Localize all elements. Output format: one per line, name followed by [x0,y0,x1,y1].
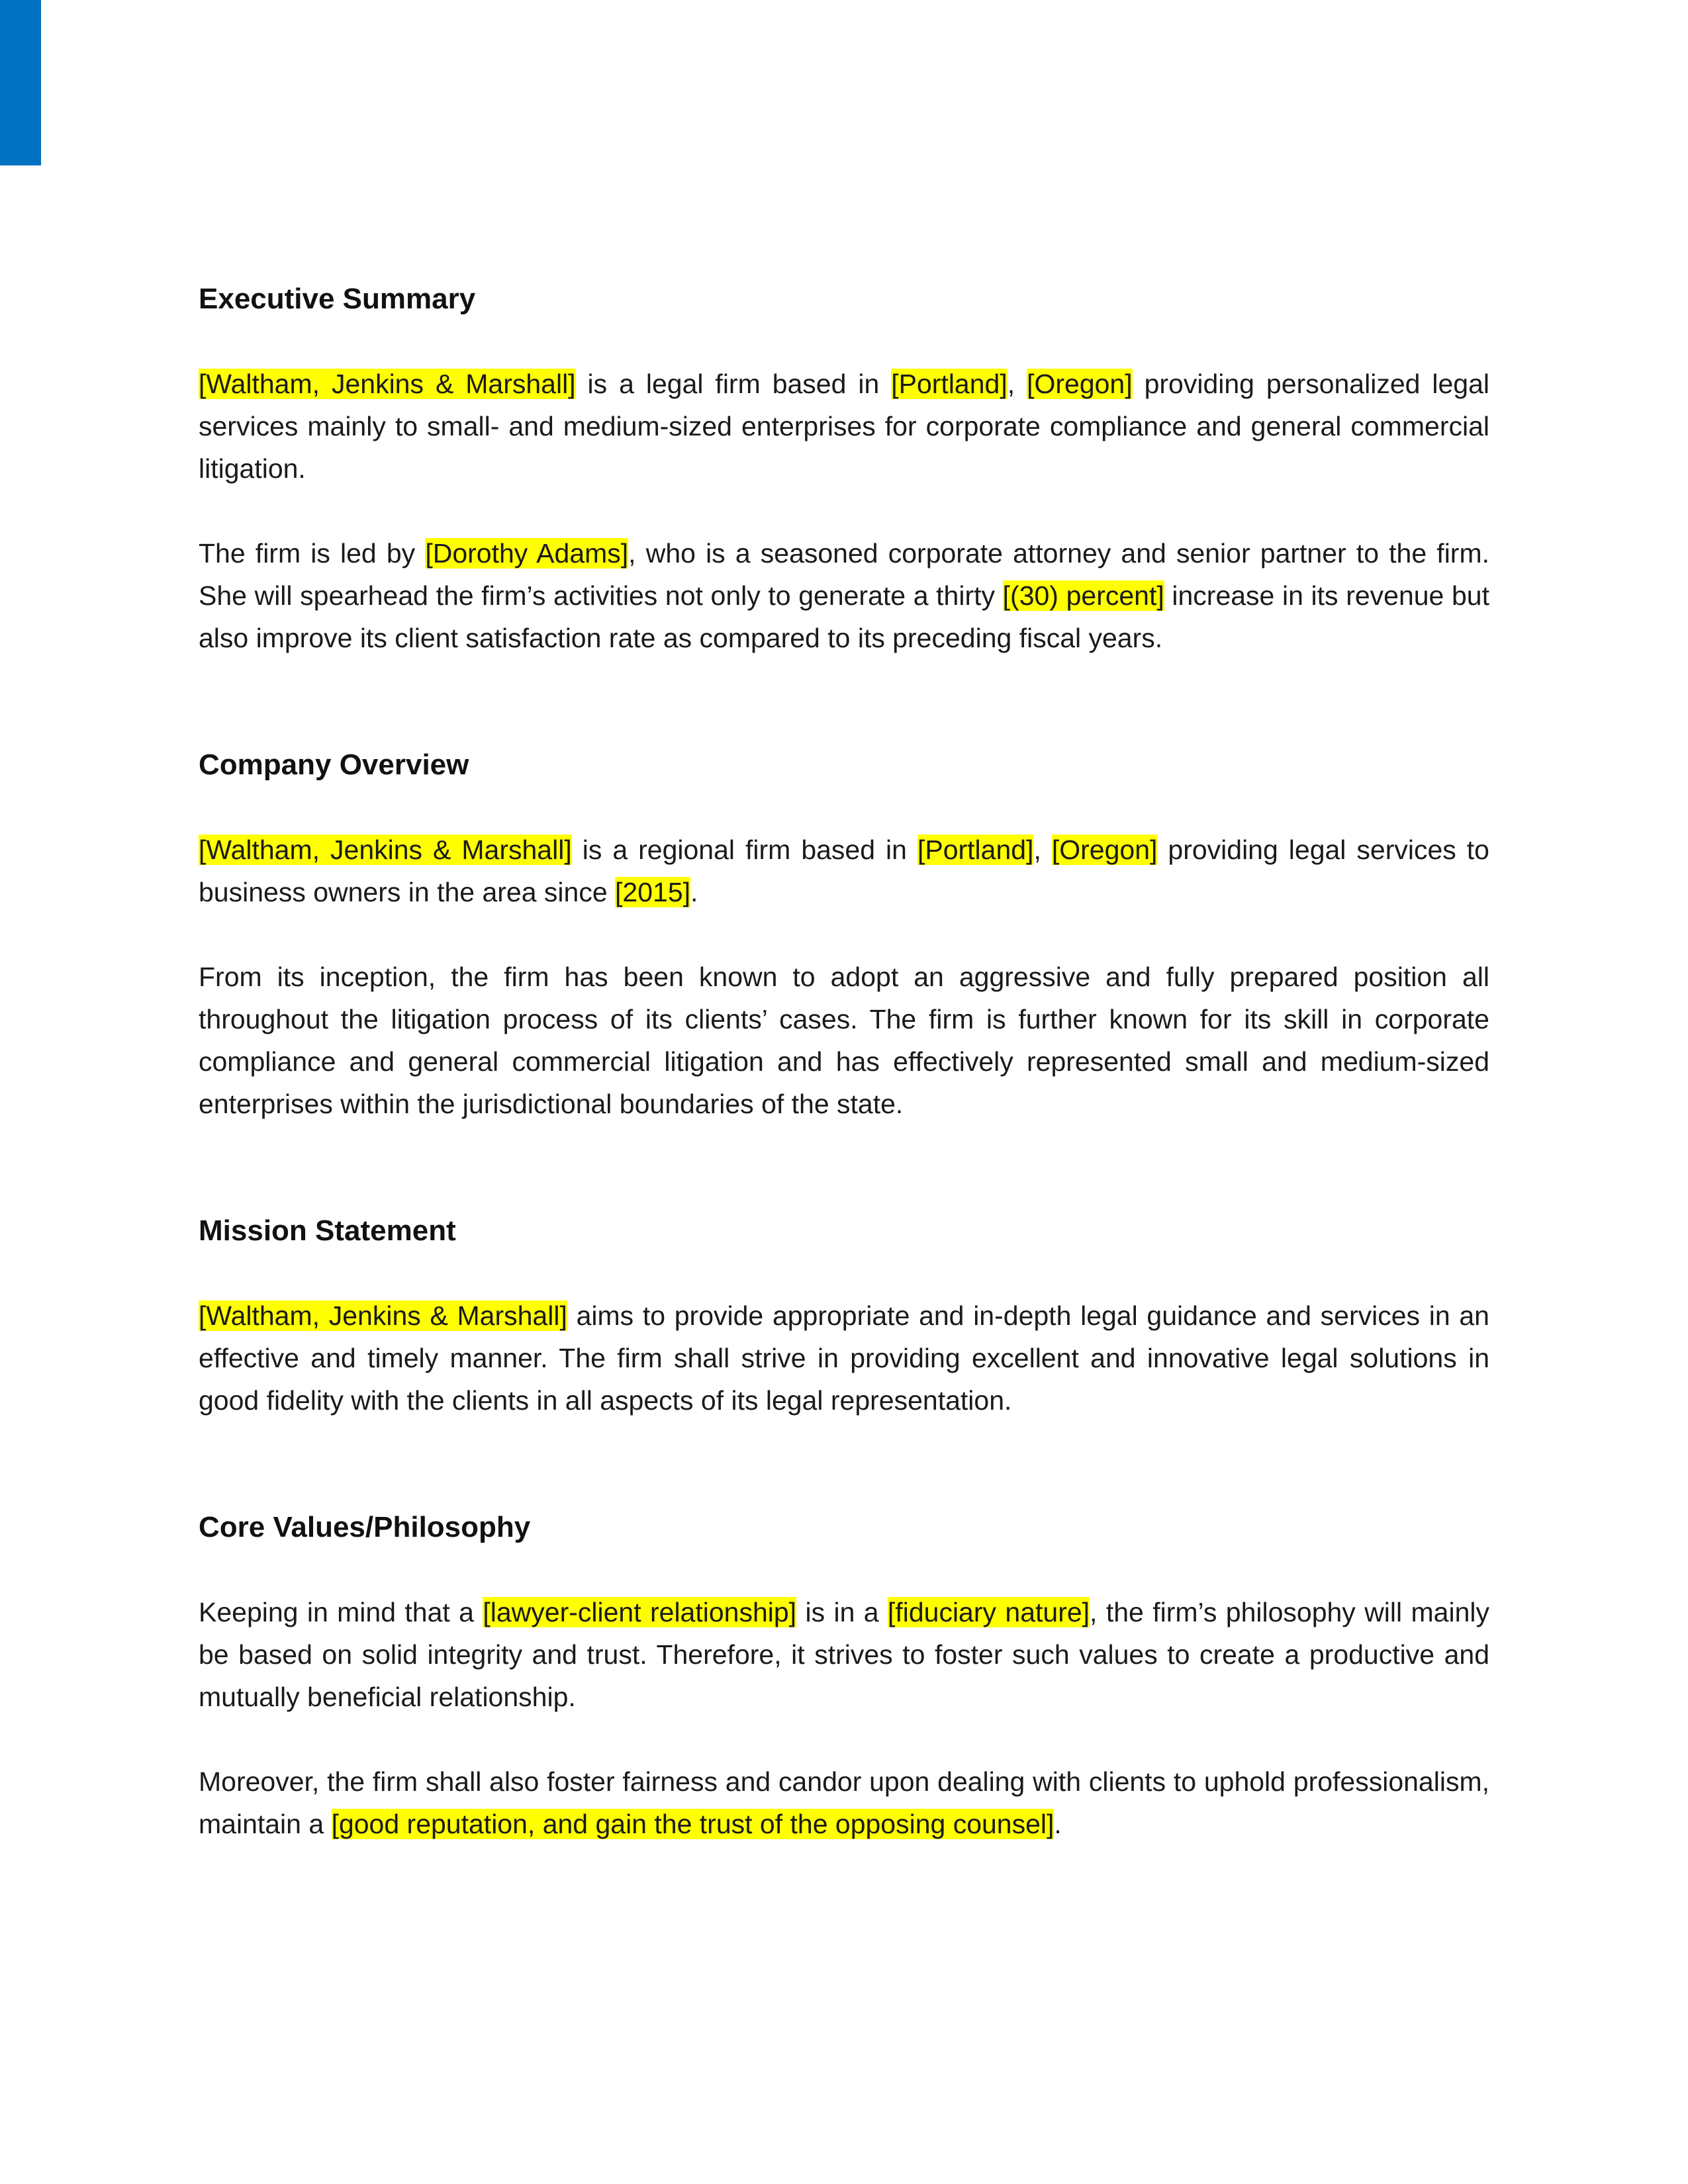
highlighted-placeholder: [(30) percent] [1002,580,1164,611]
text-run: , the firm’s philosophy will mainly be based on solid integrity and trust. Therefore, it strives to foster such values to create a productive and mutually beneficial relationship. [199,1597,1489,1712]
section-heading: Mission Statement [199,1214,456,1247]
highlighted-placeholder: [Oregon] [1051,835,1158,865]
document-body [199,278,1489,1845]
text-run: increase in its revenue but also improve its client satisfaction rate as compared to its preceding fiscal years. [199,580,1489,653]
highlighted-placeholder: [Waltham, Jenkins & Marshall] [199,369,576,399]
text-run: is in a [796,1597,888,1627]
paragraph [199,363,1489,490]
section-heading: Core Values/Philosophy [199,1511,531,1543]
text-run: , [1033,835,1052,865]
section-company-overview [199,744,1489,1125]
highlighted-placeholder: [fiduciary nature] [887,1597,1090,1627]
paragraph [199,1295,1489,1422]
section-executive-summary [199,278,1489,659]
text-run: is a legal firm based in [575,369,892,399]
paragraph [199,532,1489,659]
text-run: . [690,877,698,907]
paragraph [199,1760,1489,1845]
section-mission-statement [199,1210,1489,1422]
text-run: . [1054,1809,1062,1839]
highlighted-placeholder: [2015] [615,877,691,907]
text-run: aims to provide appropriate and in-depth legal guidance and services in an effective and timely manner. The firm shall strive in providing excellent and innovative legal solutions in good fidelity with the clients in all aspects of its legal representation. [199,1300,1489,1416]
highlighted-placeholder: [Portland] [917,835,1034,865]
paragraph [199,829,1489,913]
text-run: providing personalized legal services mainly to small- and medium-sized enterprises for corporate compliance and general commercial litigation. [199,369,1489,484]
paragraph: From its inception, the firm has been known to adopt an aggressive and fully prepared position all throughout the litigation process of its clients’ cases. The firm is further known for its skill in corporate compliance and general commercial litigation and has effectively represented small and medium-sized enterprises within the jurisdictional boundaries of the state. [199,962,1489,1119]
highlighted-placeholder: [Oregon] [1027,369,1133,399]
highlighted-placeholder: [lawyer-client relationship] [483,1597,797,1627]
corner-accent-tab [0,0,41,165]
highlighted-placeholder: [Waltham, Jenkins & Marshall] [199,835,572,865]
section-heading: Executive Summary [199,283,476,315]
text-run: providing legal services to business owners in the area since [199,835,1489,907]
text-run: is a regional firm based in [571,835,917,865]
text-run: Moreover, the firm shall also foster fairness and candor upon dealing with clients to uphold professionalism, maintain a [199,1766,1489,1839]
highlighted-placeholder: [Dorothy Adams] [425,538,629,569]
highlighted-placeholder: [good reputation, and gain the trust of the opposing counsel] [331,1809,1055,1839]
text-run: The firm is led by [199,538,426,569]
section-core-values [199,1506,1489,1845]
section-heading: Company Overview [199,749,469,781]
text-run: , [1007,369,1027,399]
text-run: Keeping in mind that a [199,1597,483,1627]
paragraph [199,1591,1489,1718]
highlighted-placeholder: [Portland] [891,369,1008,399]
text-run: , who is a seasoned corporate attorney and senior partner to the firm. She will spearhead the firm’s activities not only to generate a thirty [199,538,1490,611]
highlighted-placeholder: [Waltham, Jenkins & Marshall] [199,1300,567,1331]
